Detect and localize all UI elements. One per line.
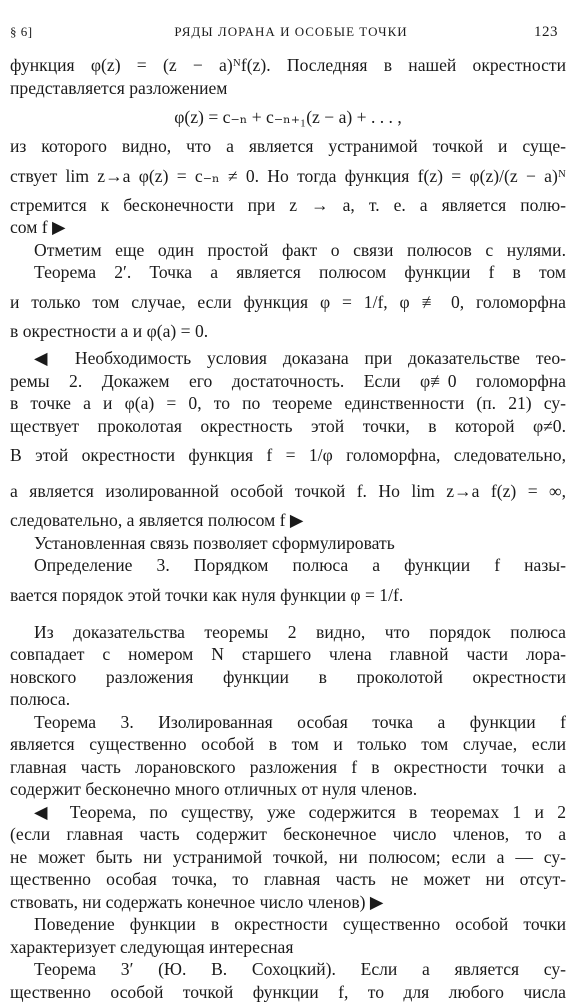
text-line: сом f ▶ bbox=[10, 216, 566, 239]
proof-line: ществует проколотая окрестность этой точки, в которой φ≠0. bbox=[10, 415, 566, 438]
text-line: Из доказательства теоремы 2 видно, что порядок полюса bbox=[10, 621, 566, 644]
section-marker: § 6] bbox=[10, 24, 33, 40]
text-line: совпадает с номером N старшего члена главной части лора- bbox=[10, 643, 566, 666]
text-line: Поведение функции в окрестности существенно особой точки bbox=[10, 913, 566, 936]
definition-heading: Определение 3. Порядком полюса a функции f назы- bbox=[10, 554, 566, 577]
text-line: Установленная связь позволяет сформулировать bbox=[10, 532, 566, 555]
theorem-text: главная часть лорановского разложения f в окрестности точки a bbox=[10, 756, 566, 779]
proof-line: (если главная часть содержит бесконечное число членов, то a bbox=[10, 823, 566, 846]
proof-line: ◀ Теорема, по существу, уже содержится в теоремах 1 и 2 bbox=[10, 801, 566, 824]
text-line: стремится к бесконечности при z → a, т. е. a является полю- bbox=[10, 194, 566, 217]
text-line: представляется разложением bbox=[10, 77, 566, 100]
theorem-text: и только том случае, если функция φ = 1/f, φ ≢ 0, голоморфна bbox=[10, 284, 566, 320]
proof-line: щественно особая точка, то главная часть не может ни отсут- bbox=[10, 868, 566, 891]
theorem-heading: Теорема 3′ (Ю. В. Сохоцкий). Если a является су- bbox=[10, 958, 566, 981]
theorem-heading: Теорема 2′. Точка a является полюсом функции f в том bbox=[10, 261, 566, 284]
page-number: 123 bbox=[534, 24, 558, 41]
proof-line: ◀ Необходимость условия доказана при доказательстве тео- bbox=[10, 347, 566, 370]
proof-line: в точке a и φ(a) = 0, то по теореме единственности (п. 21) су- bbox=[10, 392, 566, 415]
text-line: Отметим еще один простой факт о связи полюсов с нулями. bbox=[10, 239, 566, 262]
proof-line: ремы 2. Докажем его достаточность. Если φ≢0 голоморфна bbox=[10, 370, 566, 393]
text-line-with-formula: ствует lim z→a φ(z) = c₋ₙ ≠ 0. Но тогда функция f(z) = φ(z)/(z − a)ᴺ bbox=[10, 158, 566, 194]
proof-line: не может быть ни устранимой точкой, ни полюсом; если a — су- bbox=[10, 846, 566, 869]
proof-line: a является изолированной особой точкой f. Но lim z→a f(z) = ∞, bbox=[10, 473, 566, 509]
text-line: функция φ(z) = (z − a)ᴺf(z). Последняя в нашей окрестности bbox=[10, 54, 566, 77]
theorem-text: является существенно особой в том и только том случае, если bbox=[10, 733, 566, 756]
page-body bbox=[10, 54, 566, 1003]
running-title: РЯДЫ ЛОРАНА И ОСОБЫЕ ТОЧКИ bbox=[0, 24, 582, 40]
theorem-text: щественно особой точкой функции f, то для любого числа bbox=[10, 981, 566, 1003]
display-formula: φ(z) = c₋ₙ + c₋ₙ₊₁(z − a) + . . . , bbox=[10, 99, 566, 135]
theorem-text: содержит бесконечно много отличных от нуля членов. bbox=[10, 778, 566, 801]
theorem-heading: Теорема 3. Изолированная особая точка a функции f bbox=[10, 711, 566, 734]
text-line: из которого видно, что a является устранимой точкой и суще- bbox=[10, 135, 566, 158]
text-line: характеризует следующая интересная bbox=[10, 936, 566, 959]
definition-text: вается порядок этой точки как нуля функции φ = 1/f. bbox=[10, 577, 566, 613]
proof-line: ствовать, ни содержать конечное число членов) ▶ bbox=[10, 891, 566, 914]
proof-line: В этой окрестности функция f = 1/φ голоморфна, следовательно, bbox=[10, 437, 566, 473]
theorem-text: в окрестности a и φ(a) = 0. bbox=[10, 320, 566, 343]
text-line: полюса. bbox=[10, 688, 566, 711]
text-line: новского разложения функции в проколотой окрестности bbox=[10, 666, 566, 689]
proof-line: следовательно, a является полюсом f ▶ bbox=[10, 509, 566, 532]
